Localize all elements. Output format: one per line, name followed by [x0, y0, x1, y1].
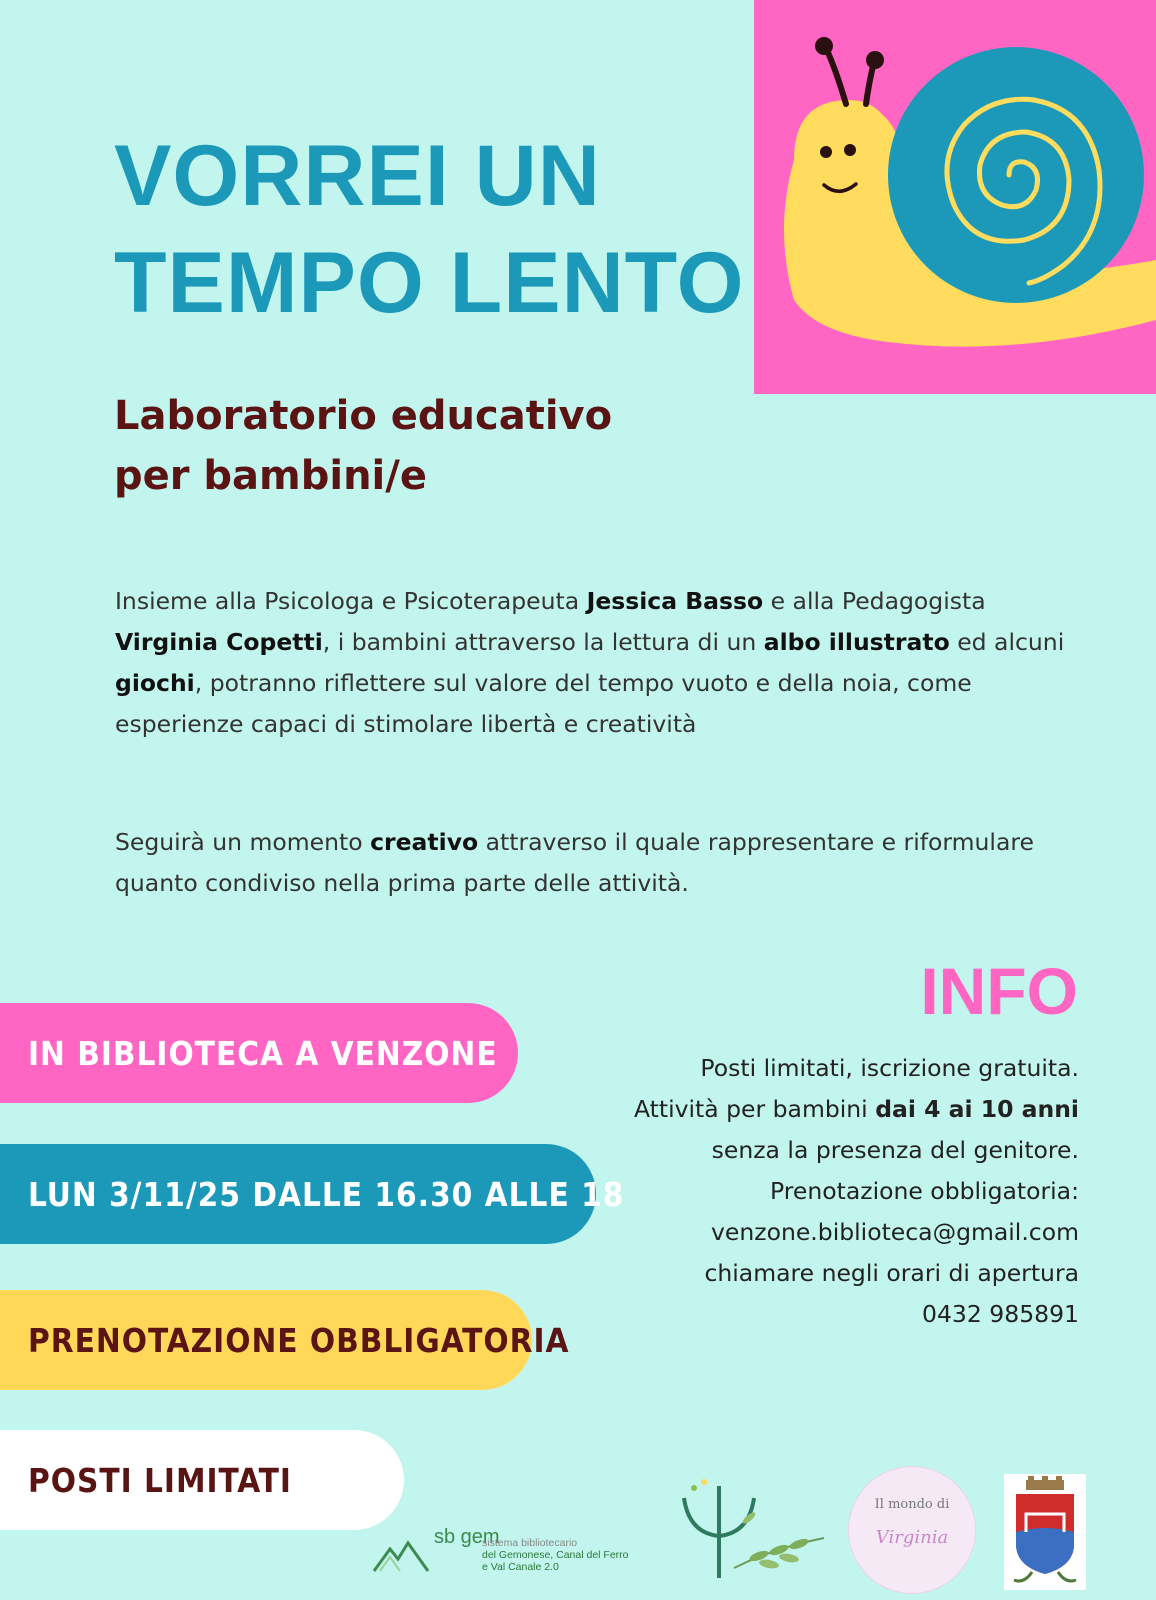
venzone-coat-of-arms — [1004, 1474, 1086, 1590]
il-mondo-di-virginia-logo: Il mondo di Virginia — [848, 1466, 976, 1594]
description-paragraph-1: Insieme alla Psicologa e Psicoterapeuta Jessica Basso e alla Pedagogista Virginia Copetti, i bambini attraverso la lettura di un albo illustrato ed alcuni giochi, potranno riflettere sul valore del tempo vuoto e della noia, come esperienze capaci di stimolare libertà e creatività — [115, 587, 1065, 738]
subtitle-line-2: per bambini/e — [114, 453, 427, 499]
coat-of-arms-icon — [1004, 1474, 1086, 1590]
info-line-availability: Posti limitati, iscrizione gratuita. — [700, 1054, 1079, 1082]
title-line-2: TEMPO LENTO — [114, 235, 745, 331]
info-phone-link[interactable]: 0432 985891 — [922, 1300, 1079, 1328]
location-banner: IN BIBLIOTECA A VENZONE — [0, 1003, 518, 1103]
title-line-1: VORREI UN — [114, 128, 601, 224]
datetime-banner: LUN 3/11/25 DALLE 16.30 ALLE 18 — [0, 1144, 596, 1244]
limited-seats-banner: POSTI LIMITATI — [0, 1430, 404, 1530]
info-line-no-parent: senza la presenza del genitore. — [711, 1136, 1079, 1164]
snail-illustration — [754, 0, 1156, 394]
booking-banner: PRENOTAZIONE OBBLIGATORIA — [0, 1290, 532, 1390]
subtitle-line-1: Laboratorio educativo — [114, 393, 613, 439]
mountain-icon — [372, 1537, 432, 1577]
psi-leaves-icon — [664, 1478, 834, 1590]
psi-logo — [664, 1478, 834, 1590]
info-line-booking: Prenotazione obbligatoria: — [770, 1177, 1079, 1205]
sbgem-wordmark: sb gem — [434, 1526, 500, 1548]
description-paragraph-2: Seguirà un momento creativo attraverso il quale rappresentare e riformulare quanto condiviso nella prima parte delle attività. — [115, 828, 1034, 897]
info-line-call: chiamare negli orari di apertura — [704, 1259, 1079, 1287]
info-heading: INFO — [920, 954, 1078, 1028]
sbgem-logo: sb gem sistema bibliotecario del Gemonese, Canal del Ferro e Val Canale 2.0 — [372, 1525, 662, 1585]
info-line-age: Attività per bambini dai 4 ai 10 anni — [633, 1095, 1079, 1123]
snail-icon — [754, 0, 1156, 394]
info-email-link[interactable]: venzone.biblioteca@gmail.com — [710, 1218, 1079, 1246]
